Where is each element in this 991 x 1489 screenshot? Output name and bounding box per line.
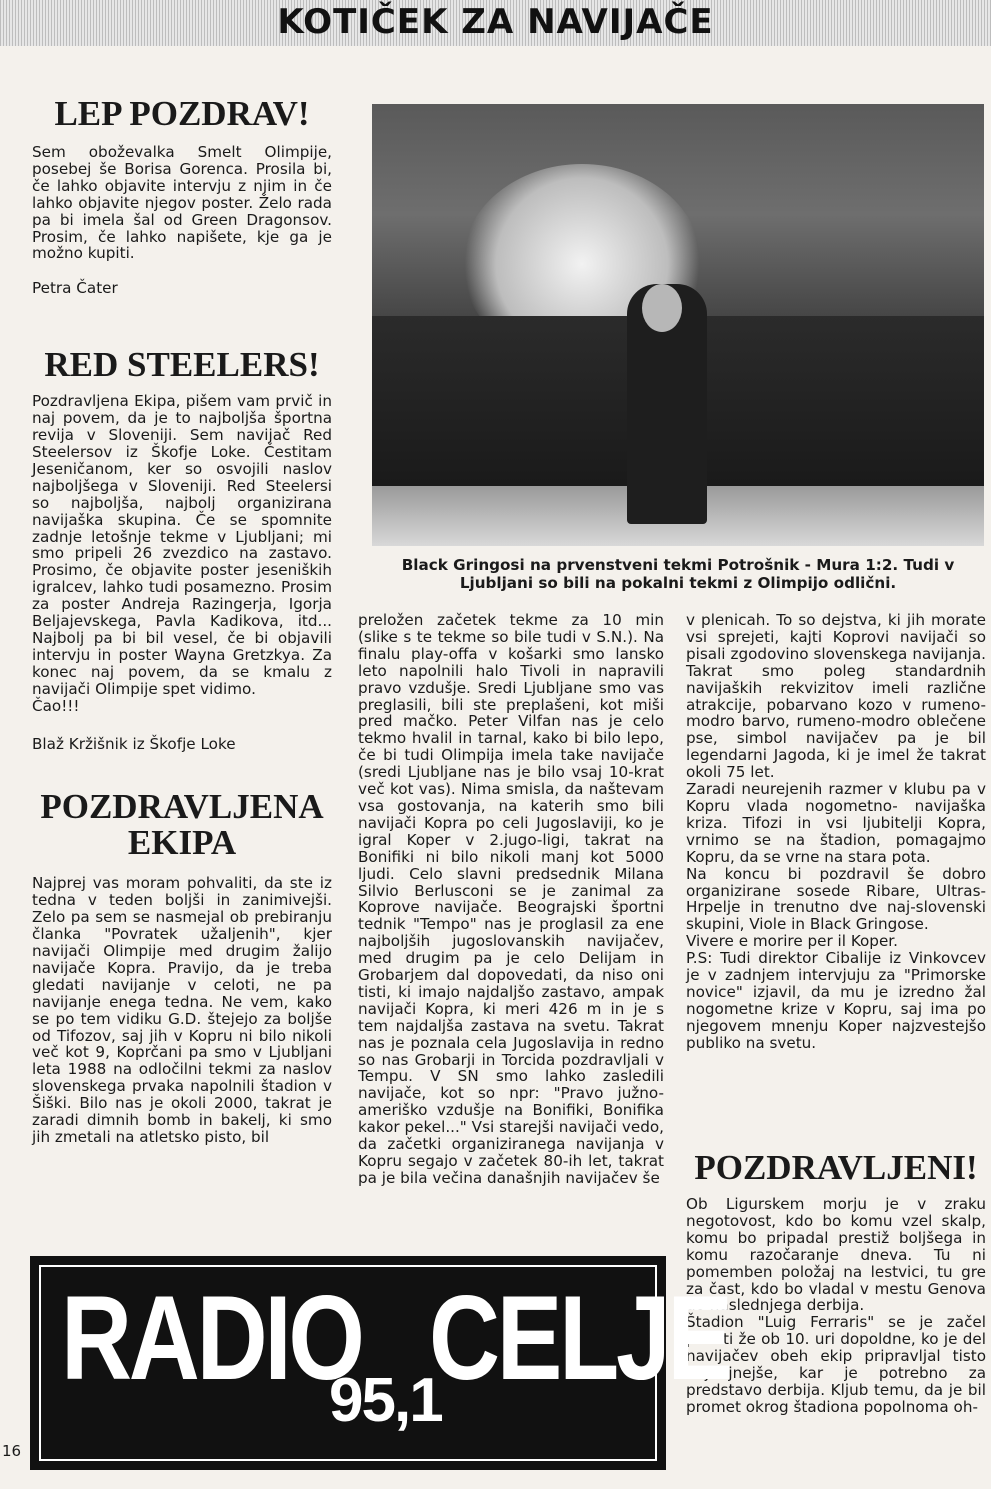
letter2-body: Pozdravljena Ekipa, pišem vam prvič in naj povem, da je to najboljša športna revija v Sloveniji. Sem navijač Red Steelersov iz Škofje Loke. Čestitam Jeseničanom, ker so osvojili naslov najboljšega v Sloveniji. Red Steelersi so najboljša, najbolj organizirana navijaška skupina. Če se spomnite zadnje letošnje tekme v Ljubljani; mi smo pripeli 26 zvezdico na zastavo. Prosimo, če objavite poster jeseniških igralcev, lahko tudi posamezno. Prosim za poster Andreja Razingerja, Igorja Beljajevskega, Pavla Kadikova, itd... Najbolj pa bi bil vesel, če bi objavili intervju in poster Wayna Gretzkya. Za konec naj povem, da se kmalu z navijači Olimpije spet vidimo. [32,392,332,698]
photo-caption: Black Gringosi na prvenstveni tekmi Potrošnik - Mura 1:2. Tudi v Ljubljani so bili na pokalni tekmi z Olimpijo odlični. [401,556,955,592]
letter3-body-col3b: Zaradi neurejenih razmer v klubu pa v Kopru vlada nogometno- navijaška kriza. Tifozi in vsi ljubitelji Kopra, vrnimo se na štadion, pomagajmo Kopru, da se vrne na stara pota. [686,780,986,866]
letter3-heading-line2: EKIPA [127,823,237,863]
right-column [686,612,986,1052]
ad-radio-text: RADIO [61,1271,362,1405]
letter3-body-col3a: v plenicah. To so dejstva, ki jih morate vsi sprejeti, kajti Koprovi navijači so pisali zgodovino slovenskega navijanja. Takrat smo poleg standardnih navijaških rekvizitov imeli različne atrakcije, pobarvano kozo v rumeno-modro barvo, rumeno-modro oblečene pse, simbol navijačev pa je bil legendarni Jagoda, ki je imel že takrat okoli 75 let. [686,611,986,782]
fans-photo [372,104,984,546]
letter2-signature: Blaž Kržišnik iz Škofje Loke [32,735,236,754]
ad-frequency-text: 95,1 [329,1366,442,1435]
letter3-body-col3c: Na koncu bi pozdravil še dobro organizirane sosede Ribare, Ultras-Hrpelje in trenutno dve naj-slovenski skupini, Viole in Black Gringose. [686,864,986,934]
right-column-lower [686,1150,986,1416]
letter3-body-col1: Najprej vas moram pohvaliti, da ste iz tedna v teden boljši in zanimivejši. Zelo pa sem se nasmejal ob prebiranju članka "Povratek užaljenih", kjer navijači Olimpije med drugim žalijo navijače Kopra. Pravijo, da je treba gledati navijanje v celoti, ne pa navijanje enega tedna. Ne vem, kako se po tem vidiku G.D. štejejo za boljše od Tifozov, saj jih v Kopru ni bilo nikoli več kot 9, Koprčani pa smo v Ljubljani leta 1988 na odločilni tekmi za naslov slovenskega prvaka napolnili štadion v Šiški. Bilo nas je okoli 2000, takrat je zaradi dimnih bomb in bakelj, ki smo jih zmetali na atletsko pisto, bil [32,874,332,1146]
middle-column [358,612,664,1187]
letter1-body: Sem oboževalka Smelt Olimpije, posebej še Borisa Gorenca. Prosila bi, če lahko objavite intervju z njim in če lahko objavite njegov poster. Želo rada pa bi imela šal od Green Dragonsov. Prosim, če lahko napišete, kje ga je možno kupiti. [32,143,332,263]
letter3-body-col3e: P.S: Tudi direktor Cibalije iz Vinkovcev je v zadnjem intervjuju za "Primorske novice" izjavil, da mu je izredno žal nogometne krize v Kopru, saj ima po njegovem mnenju Koper najzvestejšo publiko na svetu. [686,949,986,1052]
letter1-signature: Petra Čater [32,279,118,298]
radio-celje-ad [30,1256,730,1470]
section-banner [0,0,991,46]
letter3-body-col2: preložen začetek tekme za 10 min (slike s te tekme so bile tudi v S.N.). Na finalu play-offa v košarki smo lansko leto napolnili halo Tivoli in napravili pravo vzdušje. Sredi Ljubljane smo vas preglasili, bili ste preplašeni, kot miši pred mačko. Peter Vilfan nas je celo tekmo hvalil in tarnal, kako bi bilo lepo, če bi tudi Olimpija imela take navijače (sredi Ljubljane nas je bilo vsaj 10-krat več kot vas). Nima smisla, da naštevam vsa gostovanja, na katerih smo bili navijači Kopra po celi Jugoslaviji, ko je igral Koper v 2.jugo-ligi, takrat na Bonifiki ni bilo nikoli manj kot 5000 ljudi. Celo slavni predsednik Milana Silvio Berlusconi se je zanimal za Koprove navijače. Beograjski športni tednik "Tempo" nas je proglasil za ene najboljših jugoslovanskih navijačev, med drugim pa je celo Delijam in Grobarjem dal dopovedati, da niso oni tisti, ki imajo najdaljšo zastavo, ampak navijači Kopra, ki meri 426 m in je s tem najdaljša zastava na svetu. Takrat nas je poznala cela Jugoslavija in redno so nas Grobarji in Torcida pozdravljali v Tempu. V SN smo lahko zasledili navijače, kot so npr: "Pravo južno-ameriško vzdušje na Bonifiki, Bonifika kakor pekel..." Vsi starejši navijači vedo, da začetki organiziranega navijanja v Kopru segajo v začetek 80-ih let, takrat pa je bila večina današnjih navijačev še [358,611,664,1187]
letter4-heading: POZDRAVLJENI! [694,1148,978,1187]
letter4-body-a: Ob Ligurskem morju je v zraku negotovost, kdo bo komu vzel skalp, komu bo pripadal prestiž boljšega in komu razočaranje dneva. Tu ni pomemben položaj na lestvici, tu gre za čast, kdo bo vladal v mestu Genova do naslednjega derbija. [686,1195,986,1315]
letter2-heading: RED STEELERS! [44,345,320,385]
letter1-heading: LEP POZDRAV! [54,94,310,133]
left-column [32,96,332,1146]
letter4-body-b: Štadion "Luig Ferraris" se je začel polniti že ob 10. uri dopoldne, ko je del navijačev obeh ekip pripravljal tisto najnujnejše, kar je potrebno za predstavo derbija. Kljub temu, da je bil promet okrog štadiona popolnoma oh- [686,1313,986,1416]
letter3-heading-line1: POZDRAVLJENA [40,787,324,827]
ad-city-text: CELJE [429,1271,730,1405]
letter3-body-col3d: Vivere e morire per il Koper. [686,932,898,951]
letter2-closing: Čao!!! [32,696,80,715]
page-number: 16 [2,1442,22,1460]
section-title: KOTIČEK ZA NAVIJAČE [277,2,714,42]
photo-fan-face [642,284,682,332]
